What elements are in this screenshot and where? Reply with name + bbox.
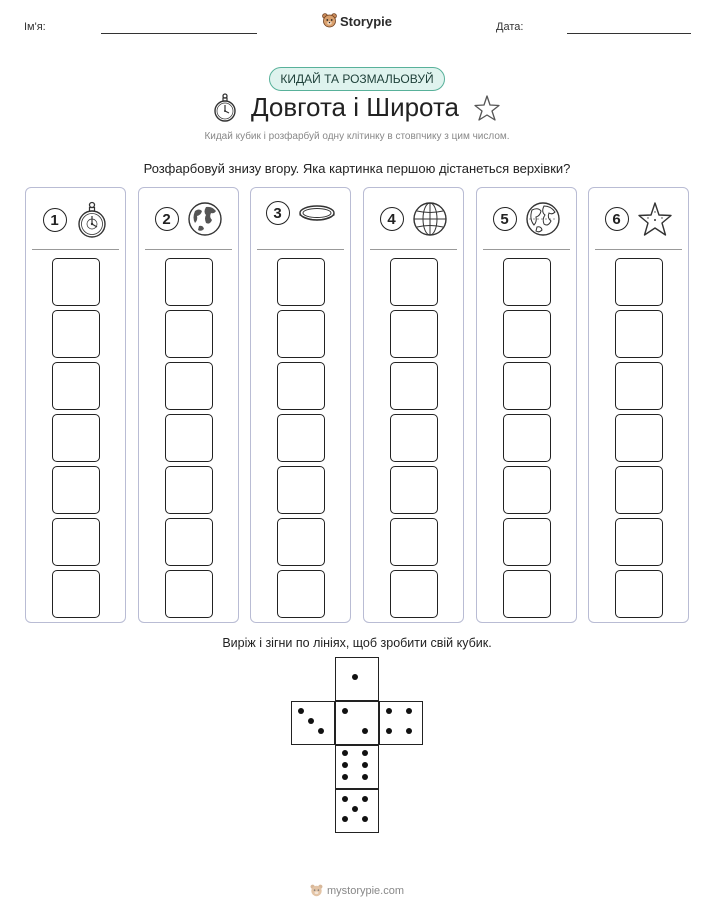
die-pip (406, 728, 412, 734)
color-cell[interactable] (615, 310, 663, 358)
die-face (335, 789, 379, 833)
color-cell[interactable] (503, 362, 551, 410)
color-cell[interactable] (52, 518, 100, 566)
die-pip (406, 708, 412, 714)
color-cell[interactable] (390, 310, 438, 358)
die-pip (352, 674, 358, 680)
color-cell[interactable] (52, 362, 100, 410)
color-cell[interactable] (277, 570, 325, 618)
color-cell[interactable] (277, 518, 325, 566)
color-cell[interactable] (52, 414, 100, 462)
color-cell[interactable] (277, 414, 325, 462)
subtitle: Кидай кубик і розфарбуй одну клітинку в стовпчику з цим числом. (204, 131, 510, 142)
page-title: Довгота і Широта (250, 92, 460, 122)
die-pip (362, 750, 368, 756)
color-cell[interactable] (615, 518, 663, 566)
column-5 (476, 187, 577, 623)
color-cell[interactable] (503, 466, 551, 514)
die-face (291, 701, 335, 745)
color-cell[interactable] (165, 518, 213, 566)
column-4 (363, 187, 464, 623)
color-cell[interactable] (615, 466, 663, 514)
date-label: Дата: (496, 21, 524, 33)
die-pip (318, 728, 324, 734)
cut-instruction: Виріж і зігни по лініях, щоб зробити свій кубик. (222, 636, 492, 650)
number-circle: 5 (493, 207, 517, 231)
color-cell[interactable] (165, 414, 213, 462)
color-cell[interactable] (390, 518, 438, 566)
starfish-icon (473, 94, 501, 122)
color-cell[interactable] (277, 362, 325, 410)
instruction: Розфарбовуй знизу вгору. Яка картинка першою дістанеться верхівки? (143, 161, 571, 176)
die-pip (308, 718, 314, 724)
pocket-watch-icon (75, 201, 109, 239)
die-face (335, 745, 379, 789)
number-circle: 1 (43, 208, 67, 232)
footer-url: mystorypie.com (326, 885, 405, 897)
color-cell[interactable] (52, 310, 100, 358)
color-cell[interactable] (503, 518, 551, 566)
die-pip (342, 750, 348, 756)
number-circle: 6 (605, 207, 629, 231)
die-pip (342, 708, 348, 714)
die-pip (342, 774, 348, 780)
color-cell[interactable] (503, 258, 551, 306)
column-6 (588, 187, 689, 623)
die-pip (342, 762, 348, 768)
die-face (335, 701, 379, 745)
logo-text: Storypie (339, 13, 392, 29)
die-pip (352, 806, 358, 812)
column-2 (138, 187, 239, 623)
color-cell[interactable] (503, 570, 551, 618)
bear-logo-icon (322, 13, 337, 29)
color-cell[interactable] (165, 466, 213, 514)
color-cell[interactable] (503, 310, 551, 358)
color-cell[interactable] (165, 570, 213, 618)
color-cell[interactable] (390, 414, 438, 462)
footer (0, 884, 714, 898)
color-cell[interactable] (390, 570, 438, 618)
color-cell[interactable] (390, 258, 438, 306)
title-row (0, 92, 714, 123)
number-circle: 3 (266, 201, 290, 225)
die-pip (362, 762, 368, 768)
color-cell[interactable] (277, 258, 325, 306)
die-pip (362, 728, 368, 734)
color-cell[interactable] (390, 466, 438, 514)
color-cell[interactable] (503, 414, 551, 462)
storypie-logo (0, 13, 714, 29)
name-label: Ім'я: (24, 21, 46, 33)
color-cell[interactable] (615, 570, 663, 618)
die-pip (342, 816, 348, 822)
color-cell[interactable] (615, 362, 663, 410)
color-cell[interactable] (52, 258, 100, 306)
name-line[interactable] (101, 33, 257, 34)
color-cell[interactable] (277, 466, 325, 514)
color-cell[interactable] (52, 466, 100, 514)
die-pip (362, 796, 368, 802)
number-circle: 4 (380, 207, 404, 231)
color-cell[interactable] (390, 362, 438, 410)
world-map-globe-icon (525, 201, 561, 237)
column-3 (250, 187, 351, 623)
color-cell[interactable] (615, 414, 663, 462)
die-pip (386, 728, 392, 734)
earth-globe-icon (187, 201, 223, 237)
ring-icon (298, 201, 336, 225)
pocket-watch-icon (213, 93, 237, 123)
color-cell[interactable] (165, 258, 213, 306)
die-pip (298, 708, 304, 714)
die-pip (362, 816, 368, 822)
color-cell[interactable] (52, 570, 100, 618)
bear-logo-icon (310, 884, 323, 898)
grid-globe-icon (412, 201, 448, 237)
activity-badge: КИДАЙ ТА РОЗМАЛЬОВУЙ (269, 67, 444, 91)
color-cell[interactable] (165, 310, 213, 358)
number-circle: 2 (155, 207, 179, 231)
die-face (335, 657, 379, 701)
color-cell[interactable] (165, 362, 213, 410)
date-line[interactable] (567, 33, 691, 34)
color-cell[interactable] (277, 310, 325, 358)
column-1 (25, 187, 126, 623)
starfish-icon (637, 201, 673, 237)
die-pip (342, 796, 348, 802)
die-face (379, 701, 423, 745)
die-pip (386, 708, 392, 714)
die-pip (362, 774, 368, 780)
color-cell[interactable] (615, 258, 663, 306)
